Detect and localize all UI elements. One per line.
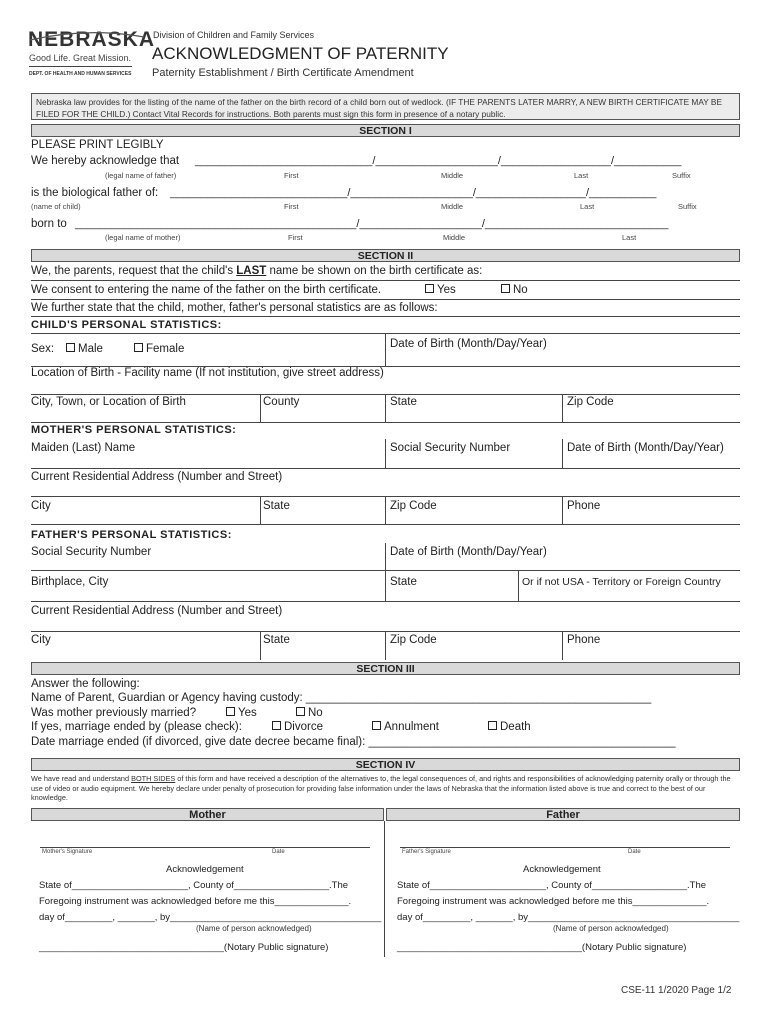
request-post: name be shown on the birth certificate as: [266, 265, 483, 277]
section-3-header: SECTION III [31, 662, 740, 675]
father-birthplace-field[interactable]: Birthplace, City [31, 576, 109, 588]
mother-ssn-field[interactable]: Social Security Number [390, 442, 511, 454]
father-signature-label: Father's Signature [402, 849, 451, 855]
consent-yes-checkbox[interactable] [425, 284, 456, 296]
birth-location-field[interactable]: Location of Birth - Facility name (If not institution, give street address) [31, 367, 384, 379]
mother-acknowledgement: Acknowledgement [166, 864, 244, 875]
father-state-field[interactable]: State [263, 634, 290, 646]
checkbox-icon [134, 343, 143, 352]
mother-notary-field[interactable]: ___________________________________(Notary Public signature) [39, 942, 329, 953]
birth-state-field[interactable]: State [390, 396, 417, 408]
death-checkbox[interactable] [488, 721, 531, 733]
notice-box: Nebraska law provides for the listing of the name of the father on the birth record of a child born out of wedlock. (IF THE PARENTS LATER MARRY, A NEW BIRTH CERTIFICATE MAY BE FILED FOR THE CHILD.) Contact Vital Records for instructions. Both parents must sign this form in presence of a notary public. [31, 93, 740, 120]
father-birth-state-field[interactable]: State [390, 576, 417, 588]
married-no-checkbox[interactable] [296, 707, 323, 719]
marriage-end-date-field[interactable]: Date marriage ended (if divorced, give date decree became final): ________________________________________________ [31, 736, 676, 748]
answer-following: Answer the following: [31, 678, 140, 690]
father-address-field[interactable]: Current Residential Address (Number and Street) [31, 605, 283, 617]
divider [385, 570, 386, 601]
mother-signature-label: Mother's Signature [42, 849, 93, 855]
father-ssn-field[interactable]: Social Security Number [31, 546, 152, 558]
sex-label: Sex: [31, 343, 55, 355]
divider [385, 333, 386, 366]
no-label: No [308, 707, 323, 719]
column-divider [384, 821, 385, 957]
middle-label: Middle [443, 233, 466, 242]
divider [562, 394, 563, 422]
birth-zip-field[interactable]: Zip Code [567, 396, 614, 408]
checkbox-icon [488, 721, 497, 730]
middle-label: Middle [441, 171, 464, 180]
logo-department: DEPT. OF HEALTH AND HUMAN SERVICES [29, 71, 132, 77]
consent-label: We consent to entering the name of the father on the birth certificate. [31, 284, 382, 296]
division-name: Division of Children and Family Services [153, 30, 315, 40]
mother-signature-line[interactable] [40, 847, 370, 848]
previously-married-label: Was mother previously married? [31, 707, 197, 719]
section-4-header: SECTION IV [31, 758, 740, 771]
section-2-header: SECTION II [31, 249, 740, 262]
father-signature-line[interactable] [400, 847, 730, 848]
checkbox-icon [296, 707, 305, 716]
father-stats-heading: FATHER'S PERSONAL STATISTICS: [31, 529, 232, 541]
father-name-note: (legal name of father) [105, 171, 177, 180]
section-1-header: SECTION I [31, 124, 740, 137]
female-checkbox[interactable] [134, 343, 184, 355]
checkbox-icon [501, 284, 510, 293]
mother-day-field[interactable]: day of_________, _______, by________________________________________ [39, 912, 382, 923]
father-notary-field[interactable]: ___________________________________(Notary Public signature) [397, 942, 687, 953]
mother-state-county-field[interactable]: State of______________________, County of__________________.The [39, 880, 349, 891]
divider [385, 631, 386, 660]
biological-label: is the biological father of: [31, 187, 159, 199]
checkbox-icon [66, 343, 75, 352]
birth-county-field[interactable]: County [263, 396, 300, 408]
father-person-note: (Name of person acknowledged) [553, 924, 669, 933]
divider [260, 394, 261, 422]
middle-label: Middle [441, 202, 464, 211]
first-label: First [284, 171, 299, 180]
mother-person-note: (Name of person acknowledged) [196, 924, 312, 933]
print-legibly: PLEASE PRINT LEGIBLY [31, 139, 164, 151]
child-dob-field[interactable]: Date of Birth (Month/Day/Year) [390, 338, 547, 350]
page-subtitle: Paternity Establishment / Birth Certificate Amendment [152, 67, 414, 79]
suffix-label: Suffix [672, 171, 691, 180]
child-name-field[interactable]: _____________________________/____________________/__________________/___________ [170, 187, 657, 199]
father-dob-field[interactable]: Date of Birth (Month/Day/Year) [390, 546, 547, 558]
father-phone-field[interactable]: Phone [567, 634, 601, 646]
mother-name-note: (legal name of mother) [105, 233, 181, 242]
acknowledge-label: We hereby acknowledge that [31, 155, 180, 167]
father-day-field[interactable]: day of_________, _______, by________________________________________ [397, 912, 740, 923]
divider [562, 439, 563, 468]
mother-foregoing-field[interactable]: Foregoing instrument was acknowledged before me this______________. [39, 896, 352, 907]
mother-state-field[interactable]: State [263, 500, 290, 512]
yes-label: Yes [238, 707, 257, 719]
divider [260, 631, 261, 660]
divider [31, 316, 740, 317]
divorce-label: Divorce [284, 721, 323, 733]
divider [31, 468, 740, 469]
male-label: Male [78, 343, 103, 355]
marriage-ended-label: If yes, marriage ended by (please check): [31, 721, 242, 733]
declaration-pre: We have read and understand [31, 774, 132, 783]
mother-dob-field[interactable]: Date of Birth (Month/Day/Year) [567, 442, 724, 454]
divider [385, 543, 386, 570]
logo-swoosh-icon [28, 31, 146, 41]
father-column-header: Father [386, 808, 740, 821]
mother-zip-field[interactable]: Zip Code [390, 500, 437, 512]
divider [385, 394, 386, 422]
divider [260, 496, 261, 524]
father-country-field[interactable]: Or if not USA - Territory or Foreign Country [522, 576, 721, 588]
further-state: We further state that the child, mother, father's personal statistics are as follows: [31, 302, 438, 314]
mother-city-field[interactable]: City [31, 500, 51, 512]
form-footer: CSE-11 1/2020 Page 1/2 [621, 985, 732, 996]
divider [518, 570, 519, 601]
father-zip-field[interactable]: Zip Code [390, 634, 437, 646]
mother-date-label: Date [272, 849, 285, 855]
last-label: Last [574, 171, 589, 180]
mother-address-field[interactable]: Current Residential Address (Number and Street) [31, 471, 283, 483]
divider [562, 496, 563, 524]
request-pre: We, the parents, request that the child's [31, 265, 237, 277]
mother-column-header: Mother [31, 808, 384, 821]
child-name-note: (name of child) [31, 202, 81, 211]
page-title: ACKNOWLEDGMENT OF PATERNITY [152, 44, 449, 63]
male-checkbox[interactable] [66, 343, 103, 355]
father-foregoing-field[interactable]: Foregoing instrument was acknowledged before me this______________. [397, 896, 710, 907]
last-label: Last [622, 233, 637, 242]
declaration-post: of this form and have received a description of the alternatives to, the legal consequences of, and rights and responsibilities of acknowledging paternity orally or through the use of video or audio equipment. We hereby declare under penalty of prosecution for providing false information under the laws of Nebraska that the information listed above is true and correct to the best of our knowledge. [31, 774, 731, 802]
father-name-field[interactable]: _____________________________/____________________/__________________/___________ [195, 155, 682, 167]
birth-city-field[interactable]: City, Town, or Location of Birth [31, 396, 186, 408]
declaration-paragraph [31, 774, 740, 803]
divorce-checkbox[interactable] [272, 721, 323, 733]
father-date-label: Date [628, 849, 641, 855]
divider [31, 422, 740, 423]
logo-tagline: Good Life. Great Mission. [29, 53, 132, 63]
divider [385, 496, 386, 524]
father-state-county-field[interactable]: State of______________________, County of__________________.The [397, 880, 707, 891]
last-label: Last [580, 202, 595, 211]
request-last: LAST [236, 265, 267, 277]
mother-phone-field[interactable]: Phone [567, 500, 601, 512]
divider [31, 524, 740, 525]
checkbox-icon [372, 721, 381, 730]
consent-no-checkbox[interactable] [501, 284, 528, 296]
first-label: First [288, 233, 303, 242]
divider [31, 601, 740, 602]
declaration-both-sides: BOTH SIDES [131, 774, 176, 783]
yes-label: Yes [437, 284, 456, 296]
father-city-field[interactable]: City [31, 634, 51, 646]
divider [31, 280, 740, 281]
mother-stats-heading: MOTHER'S PERSONAL STATISTICS: [31, 424, 237, 436]
mother-name-field[interactable]: ______________________________________________/____________________/______________________________ [75, 218, 669, 230]
checkbox-icon [425, 284, 434, 293]
divider [31, 299, 740, 300]
annulment-checkbox[interactable] [372, 721, 439, 733]
death-label: Death [500, 721, 531, 733]
divider [385, 439, 386, 468]
father-acknowledgement: Acknowledgement [523, 864, 601, 875]
suffix-label: Suffix [678, 202, 697, 211]
checkbox-icon [226, 707, 235, 716]
last-name-request [31, 265, 482, 277]
born-to-label: born to [31, 218, 67, 230]
female-label: Female [146, 343, 185, 355]
checkbox-icon [272, 721, 281, 730]
no-label: No [513, 284, 528, 296]
custody-field[interactable]: Name of Parent, Guardian or Agency having custody: ______________________________________________________ [31, 692, 652, 704]
child-stats-heading: CHILD'S PERSONAL STATISTICS: [31, 319, 222, 331]
mother-maiden-field[interactable]: Maiden (Last) Name [31, 442, 136, 454]
logo-wordmark: NEBRASKA [28, 28, 156, 51]
married-yes-checkbox[interactable] [226, 707, 257, 719]
divider [562, 631, 563, 660]
annulment-label: Annulment [384, 721, 439, 733]
first-label: First [284, 202, 299, 211]
logo-divider [29, 66, 132, 67]
